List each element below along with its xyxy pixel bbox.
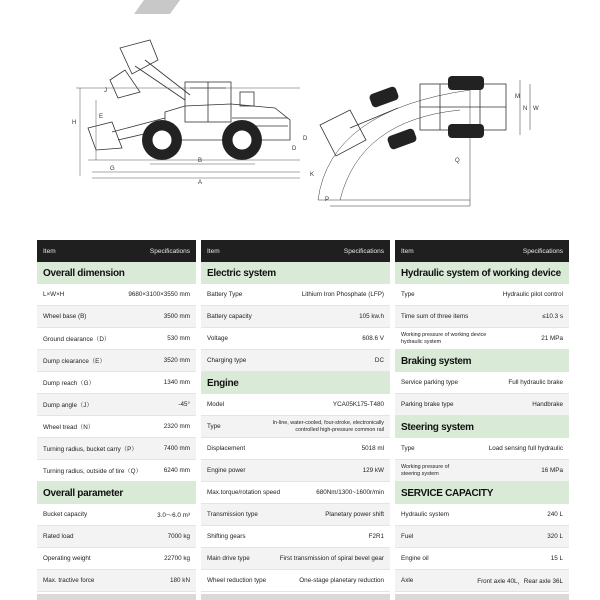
- row-label: Rated load: [43, 533, 74, 540]
- table-row: [37, 284, 196, 306]
- row-label: L×W×H: [43, 291, 65, 298]
- table-header: [37, 240, 196, 262]
- row-value: 5018 ml: [361, 445, 384, 452]
- label-dp: D: [303, 136, 308, 142]
- row-value: 608.6 V: [362, 335, 384, 342]
- table-row: [395, 570, 569, 592]
- spec-table-dimensions: [37, 240, 196, 592]
- table-row: [395, 328, 569, 350]
- table-row: [395, 548, 569, 570]
- label-h: H: [72, 120, 77, 126]
- row-value: 16 MPa: [541, 467, 563, 474]
- row-value: 7400 mm: [163, 445, 190, 452]
- row-label: Transmission type: [207, 511, 258, 518]
- section-hydraulic-system: Hydraulic system of working device: [395, 262, 569, 284]
- row-value: F2R1: [368, 533, 384, 540]
- table-row: [201, 328, 390, 350]
- table-row: [37, 350, 196, 372]
- section-service-capacity: SERVICE CAPACITY: [395, 482, 569, 504]
- row-value: 240 L: [547, 511, 563, 518]
- table-row: [395, 504, 569, 526]
- table-row: [395, 460, 569, 482]
- row-label: Battery capacity: [207, 313, 252, 320]
- row-label: Dump angle（J）: [43, 402, 93, 409]
- table-row: [201, 306, 390, 328]
- label-a: A: [198, 180, 203, 186]
- table-bottom-strip: [37, 594, 196, 600]
- label-k: K: [310, 172, 315, 178]
- row-label: Charging type: [207, 357, 247, 364]
- table-row: [201, 350, 390, 372]
- row-label: Type: [207, 423, 221, 430]
- table-row: [37, 570, 196, 592]
- table-header: [395, 240, 569, 262]
- row-label: Service parking type: [401, 379, 459, 386]
- table-row: [201, 482, 390, 504]
- section-engine: Engine: [201, 372, 390, 394]
- label-p: P: [325, 197, 330, 203]
- table-row: [201, 526, 390, 548]
- section-overall-dimension: Overall dimension: [37, 262, 196, 284]
- table-row: [37, 394, 196, 416]
- row-label: Fuel: [401, 533, 414, 540]
- header-specifications: Specifications: [522, 247, 563, 255]
- table-header: [201, 240, 390, 262]
- row-label: Main drive type: [207, 555, 250, 562]
- label-d: D: [292, 146, 297, 152]
- row-value: 15 L: [550, 555, 563, 562]
- row-label: Model: [207, 401, 225, 408]
- label-n: N: [523, 106, 528, 112]
- row-value: 180 kN: [170, 577, 190, 584]
- row-label: Ground clearance（D）: [43, 336, 111, 343]
- table-row: [201, 284, 390, 306]
- table-row: [201, 460, 390, 482]
- row-label: Time sum of three items: [401, 313, 469, 320]
- table-row: [201, 570, 390, 592]
- section-electric-system: Electric system: [201, 262, 390, 284]
- row-label: Operating weight: [43, 555, 91, 562]
- row-value: 21 MPa: [541, 335, 563, 342]
- row-label: Wheel reduction type: [207, 577, 267, 584]
- table-row: [37, 460, 196, 482]
- row-value: 3520 mm: [163, 357, 190, 364]
- row-label: Parking brake type: [401, 401, 454, 408]
- row-label: Max.torque/rotation speed: [207, 489, 281, 496]
- row-value: 105 kw.h: [359, 313, 384, 320]
- row-value: 129 kW: [362, 467, 384, 474]
- row-value: Hydraulic pilot control: [502, 291, 563, 298]
- row-label: Shifting gears: [207, 533, 246, 540]
- table-row: [37, 306, 196, 328]
- table-row: [395, 306, 569, 328]
- table-row: [37, 438, 196, 460]
- row-value: 7000 kg: [167, 533, 190, 540]
- table-row: [37, 372, 196, 394]
- row-label: Wheel base (B): [43, 313, 87, 320]
- header-item: Item: [43, 247, 56, 255]
- row-label: Displacement: [207, 445, 246, 452]
- row-label: Dump clearance（E）: [43, 358, 106, 365]
- row-label: Voltage: [207, 335, 229, 342]
- row-value: In-line, water-cooled, four-stroke, electronically controlled high-pressure common rail: [272, 419, 384, 433]
- header-specifications: Specifications: [343, 247, 384, 255]
- table-row: [37, 328, 196, 350]
- spec-table-electric-engine: [201, 240, 390, 592]
- row-label: Working pressure of working device hydraulic system: [401, 331, 487, 345]
- row-value: 9680×3100×3550 mm: [128, 291, 190, 298]
- label-b: B: [198, 158, 203, 164]
- row-value: 320 L: [547, 533, 563, 540]
- spec-table-hydraulic-braking: [395, 240, 569, 592]
- row-value: Load sensing full hydraulic: [488, 445, 563, 452]
- section-braking-system: Braking system: [395, 350, 569, 372]
- table-row: [37, 504, 196, 526]
- row-value: 2320 mm: [163, 423, 190, 430]
- row-value: 22700 kg: [164, 555, 190, 562]
- row-value: DC: [374, 357, 384, 364]
- row-value: 1340 mm: [163, 379, 190, 386]
- row-value: 680Nm/1300~1600r/min: [316, 489, 384, 496]
- table-row: [201, 504, 390, 526]
- table-row: [395, 284, 569, 306]
- table-row: [201, 548, 390, 570]
- row-label: Turning radius, bucket carry（P）: [43, 446, 138, 453]
- header-item: Item: [207, 247, 220, 255]
- row-value: -45°: [178, 401, 190, 408]
- row-value: 530 mm: [167, 335, 190, 342]
- label-m: M: [515, 94, 520, 100]
- row-label: Engine power: [207, 467, 246, 474]
- row-label: Turning radius, outside of tire（Q）: [43, 468, 142, 475]
- row-label: Dump reach（G）: [43, 380, 95, 387]
- row-value: Front axle 40L，Rear axle 36L: [477, 578, 563, 585]
- row-value: One-stage planetary reduction: [299, 577, 384, 584]
- table-row: [201, 394, 390, 416]
- label-g: G: [110, 166, 115, 172]
- section-overall-parameter: Overall parameter: [37, 482, 196, 504]
- label-q: Q: [455, 158, 460, 164]
- row-value: 3500 mm: [163, 313, 190, 320]
- loader-technical-drawings: [0, 0, 600, 232]
- row-label: Type: [401, 445, 415, 452]
- row-label: Type: [401, 291, 415, 298]
- row-label: Wheel tread（N）: [43, 424, 95, 431]
- table-row: [395, 372, 569, 394]
- row-label: Working pressure of steering system: [401, 463, 450, 477]
- table-row: [37, 526, 196, 548]
- table-row: [201, 416, 390, 438]
- table-row: [37, 416, 196, 438]
- table-bottom-strip: [201, 594, 390, 600]
- table-row: [395, 438, 569, 460]
- row-value: First transmission of spiral bevel gear: [279, 555, 384, 562]
- header-item: Item: [401, 247, 414, 255]
- row-value: 6240 mm: [163, 467, 190, 474]
- row-label: Max. tractive force: [43, 577, 95, 584]
- row-value: Handbrake: [532, 401, 563, 408]
- row-value: Lithium Iron Phosphate (LFP): [301, 291, 384, 298]
- table-row: [395, 526, 569, 548]
- row-label: Engine oil: [401, 555, 429, 562]
- row-label: Battery Type: [207, 291, 243, 298]
- row-label: Hydraulic system: [401, 511, 449, 518]
- label-j: J: [104, 88, 107, 94]
- side-view-dimension-lines: [76, 88, 300, 178]
- label-w: W: [533, 106, 539, 112]
- row-value: Full hydraulic brake: [508, 379, 563, 386]
- row-label: Axle: [401, 577, 414, 584]
- table-bottom-strip: [395, 594, 569, 600]
- header-specifications: Specifications: [149, 247, 190, 255]
- table-row: [37, 548, 196, 570]
- top-view-drawing: [318, 80, 530, 206]
- row-value: Planetary power shift: [325, 511, 384, 518]
- row-value: 3.0～6.0 m³: [157, 512, 190, 519]
- table-row: [201, 438, 390, 460]
- table-row: [395, 394, 569, 416]
- section-steering-system: Steering system: [395, 416, 569, 438]
- label-e: E: [99, 114, 104, 120]
- row-value: ≤10.3 s: [542, 313, 563, 320]
- row-label: Bucket capacity: [43, 511, 88, 518]
- row-value: YCA05K175-T480: [332, 401, 384, 408]
